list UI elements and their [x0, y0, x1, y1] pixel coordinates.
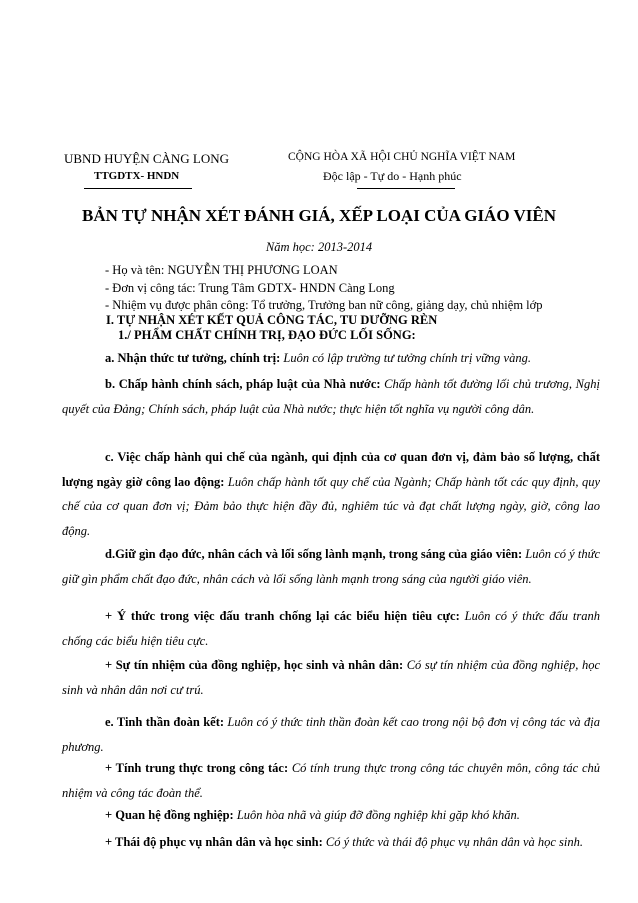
header-right-underline	[357, 188, 455, 189]
item-c: c. Việc chấp hành qui chế của ngành, qui định của cơ quan đơn vị, đảm bảo số lượng, chất lượng ngày giờ công lao động: Luôn chấp hành tốt quy chế của Ngành; Chấp hành tốt các quy định, quy chế của cơ quan đơn vị; Đảm bảo thực hiện đầy đủ, nghiêm túc và đạt chất lượng ngày, giờ, công lao động.	[62, 450, 600, 538]
section-heading-1-1: 1./ PHẨM CHẤT CHÍNH TRỊ, ĐẠO ĐỨC LỐI SỐNG:	[118, 328, 416, 342]
item-b: b. Chấp hành chính sách, pháp luật của Nhà nước: Chấp hành tốt đường lối chủ trương, Nghị quyết của Đảng; Chính sách, pháp luật của Nhà nước; thực hiện tốt nghĩa vụ người công dân.	[62, 377, 600, 416]
school-year: Năm học: 2013-2014	[265, 240, 373, 254]
header-left-underline	[84, 188, 192, 189]
info-name: - Họ và tên: NGUYỄN THỊ PHƯƠNG LOAN	[105, 263, 338, 277]
item-a: a. Nhận thức tư tưởng, chính trị: Luôn có lập trường tư tưởng chính trị vững vàng.	[105, 351, 531, 365]
section-heading-1: I. TỰ NHẬN XÉT KẾT QUẢ CÔNG TÁC, TU DƯỠNG RÈN	[106, 313, 438, 327]
item-colleagues: + Quan hệ đồng nghiệp: Luôn hòa nhã và giúp đỡ đồng nghiệp khi gặp khó khăn.	[105, 808, 520, 822]
item-e: e. Tinh thần đoàn kết: Luôn có ý thức tinh thần đoàn kết cao trong nội bộ đơn vị công tác và địa phương.	[62, 715, 600, 754]
item-service-attitude: + Thái độ phục vụ nhân dân và học sinh: Có ý thức và thái độ phục vụ nhân dân và học sinh.	[105, 835, 584, 849]
header-motto: Độc lập - Tự do - Hạnh phúc	[323, 169, 462, 183]
info-unit: - Đơn vị công tác: Trung Tâm GDTX- HNDN Càng Long	[105, 281, 395, 295]
info-duty: - Nhiệm vụ được phân công: Tổ trưởng, Trưởng ban nữ công, giảng dạy, chủ nhiệm lớp	[105, 298, 543, 312]
item-honesty: + Tính trung thực trong công tác: Có tính trung thực trong công tác chuyên môn, công tác chủ nhiệm và công tác đoàn thể.	[62, 761, 600, 800]
document-title: BẢN TỰ NHẬN XÉT ĐÁNH GIÁ, XẾP LOẠI CỦA GIÁO VIÊN	[81, 206, 557, 225]
header-left-org: UBND HUYỆN CÀNG LONG	[64, 151, 230, 166]
item-d: d.Giữ gìn đạo đức, nhân cách và lối sống lành mạnh, trong sáng của giáo viên: Luôn có ý thức giữ gìn phẩm chất đạo đức, nhân cách và lối sống lành mạnh trong sáng của người giáo viên.	[62, 547, 600, 586]
item-trust: + Sự tín nhiệm của đồng nghiệp, học sinh và nhân dân: Có sự tín nhiệm của đồng nghiệp, học sinh và nhân dân nơi cư trú.	[62, 658, 600, 697]
item-fight-negativity: + Ý thức trong việc đấu tranh chống lại các biểu hiện tiêu cực: Luôn có ý thức đấu tranh chống các biểu hiện tiêu cực.	[62, 609, 600, 648]
header-left-unit: TTGDTX- HNDN	[94, 170, 180, 182]
header-country: CỘNG HÒA XÃ HỘI CHỦ NGHĨA VIỆT NAM	[288, 151, 516, 163]
